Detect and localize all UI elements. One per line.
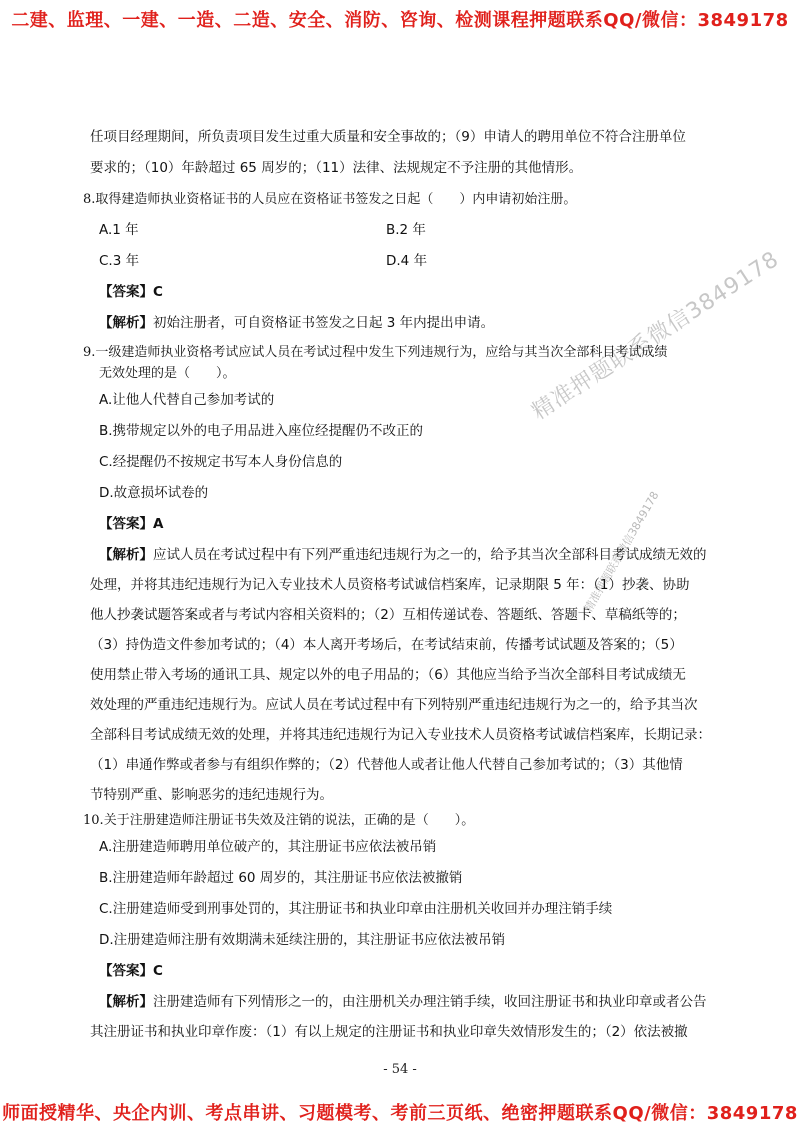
- option-a: A.让他人代替自己参加考试的: [99, 392, 275, 408]
- question-9-answer: [90, 509, 730, 540]
- analysis-label: 【解析】: [99, 547, 153, 563]
- question-number: 9.: [83, 345, 96, 360]
- continuation-line: 任项目经理期间，所负责项目发生过重大质量和安全事故的；（9）申请人的聘用单位不符合注册单位: [90, 129, 686, 145]
- question-9-analysis: [90, 540, 730, 570]
- analysis-line: （1）串通作弊或者参与有组织作弊的；（2）代替他人或者让他人代替自己参加考试的；（3）其他情: [90, 757, 683, 773]
- option-d: D.注册建造师注册有效期满未延续注册的，其注册证书应依法被吊销: [99, 932, 506, 948]
- analysis-line: （3）持伪造文件参加考试的；（4）本人离开考场后，在考试结束前，传播考试试题及答案的；（5）: [90, 637, 683, 653]
- option-d: D.故意损坏试卷的: [99, 485, 209, 501]
- analysis-text: 初始注册者，可自资格证书签发之日起 3 年内提出申请。: [153, 315, 495, 331]
- analysis-line: 节特别严重、影响恶劣的违纪违规行为。: [90, 787, 333, 803]
- document-body: [83, 122, 730, 1047]
- continuation-line: 要求的；（10）年龄超过 65 周岁的；（11）法律、法规规定不予注册的其他情形。: [90, 160, 583, 176]
- answer-value: A: [153, 516, 164, 532]
- analysis-line: 全部科目考试成绩无效的处理，并将其违纪违规行为记入专业技术人员资格考试诚信档案库，长期记录：: [90, 727, 711, 743]
- option-c: C.3 年: [99, 253, 140, 269]
- option-b: B.注册建造师年龄超过 60 周岁的，其注册证书应依法被撤销: [99, 870, 463, 886]
- analysis-text: 注册建造师有下列情形之一的，由注册机关办理注销手续，收回注册证书和执业印章或者公告: [153, 994, 707, 1010]
- question-9-stem: [83, 338, 730, 363]
- analysis-line: 其注册证书和执业印章作废：（1）有以上规定的注册证书和执业印章失效情形发生的；（2）依法被撤: [90, 1024, 688, 1040]
- answer-label: 【答案】: [99, 963, 153, 979]
- small-watermark: 精准押题联系微信3849178: [581, 489, 662, 615]
- analysis-line: 使用禁止带入考场的通讯工具、规定以外的电子用品的；（6）其他应当给予当次全部科目考试成绩无: [90, 667, 686, 683]
- analysis-line: 处理，并将其违纪违规行为记入专业技术人员资格考试诚信档案库，记录期限 5 年：（1）抄袭、协助: [90, 577, 690, 593]
- question-10-stem: [83, 810, 730, 832]
- analysis-line: 他人抄袭试题答案或者与考试内容相关资料的；（2）互相传递试卷、答题纸、答题卡、草稿纸等的；: [90, 607, 686, 623]
- question-10-answer: [90, 956, 730, 987]
- answer-label: 【答案】: [99, 516, 153, 532]
- question-8-analysis: [90, 308, 730, 338]
- answer-value: C: [153, 284, 163, 300]
- question-8-options-row: [90, 246, 730, 277]
- question-text: 取得建造师执业资格证书的人员应在资格证书签发之日起（ ）内申请初始注册。: [95, 192, 577, 207]
- analysis-label: 【解析】: [99, 994, 153, 1010]
- answer-value: C: [153, 963, 163, 979]
- answer-label: 【答案】: [99, 284, 153, 300]
- option-b: B.携带规定以外的电子用品进入座位经提醒仍不改正的: [99, 423, 424, 439]
- bottom-promo-banner: 师面授精华、央企内训、考点串讲、习题模考、考前三页纸、绝密押题联系QQ/微信：3849178: [2, 1103, 798, 1124]
- question-9-stem-cont: 无效处理的是（ ）。: [99, 366, 236, 381]
- question-text: 一级建造师执业资格考试应试人员在考试过程中发生下列违规行为，应给与其当次全部科目考试成绩: [95, 345, 668, 360]
- analysis-text: 应试人员在考试过程中有下列严重违纪违规行为之一的，给予其当次全部科目考试成绩无效的: [153, 547, 707, 563]
- analysis-label: 【解析】: [99, 315, 153, 331]
- option-c: C.经提醒仍不按规定书写本人身份信息的: [99, 454, 343, 470]
- question-number: 10.: [83, 813, 104, 828]
- option-a: A.1 年: [99, 222, 139, 238]
- question-number: 8.: [83, 192, 96, 207]
- question-8-options-row: [90, 215, 730, 246]
- question-text: 关于注册建造师注册证书失效及注销的说法，正确的是（ ）。: [103, 813, 475, 828]
- option-a: A.注册建造师聘用单位破产的，其注册证书应依法被吊销: [99, 839, 437, 855]
- question-8-stem: [83, 184, 730, 215]
- question-8-answer: [90, 277, 730, 308]
- page-number: - 54 -: [383, 1062, 417, 1077]
- top-promo-banner: 二建、监理、一建、一造、二造、安全、消防、咨询、检测课程押题联系QQ/微信：3849178: [11, 10, 789, 31]
- option-b: B.2 年: [386, 222, 426, 238]
- option-c: C.注册建造师受到刑事处罚的，其注册证书和执业印章由注册机关收回并办理注销手续: [99, 901, 613, 917]
- analysis-line: 效处理的严重违纪违规行为。应试人员在考试过程中有下列特别严重违纪违规行为之一的，给予其当次: [90, 697, 698, 713]
- diagonal-watermark: 精准押题联系微信3849178: [527, 246, 784, 426]
- option-d: D.4 年: [386, 253, 428, 269]
- question-10-analysis: [90, 987, 730, 1017]
